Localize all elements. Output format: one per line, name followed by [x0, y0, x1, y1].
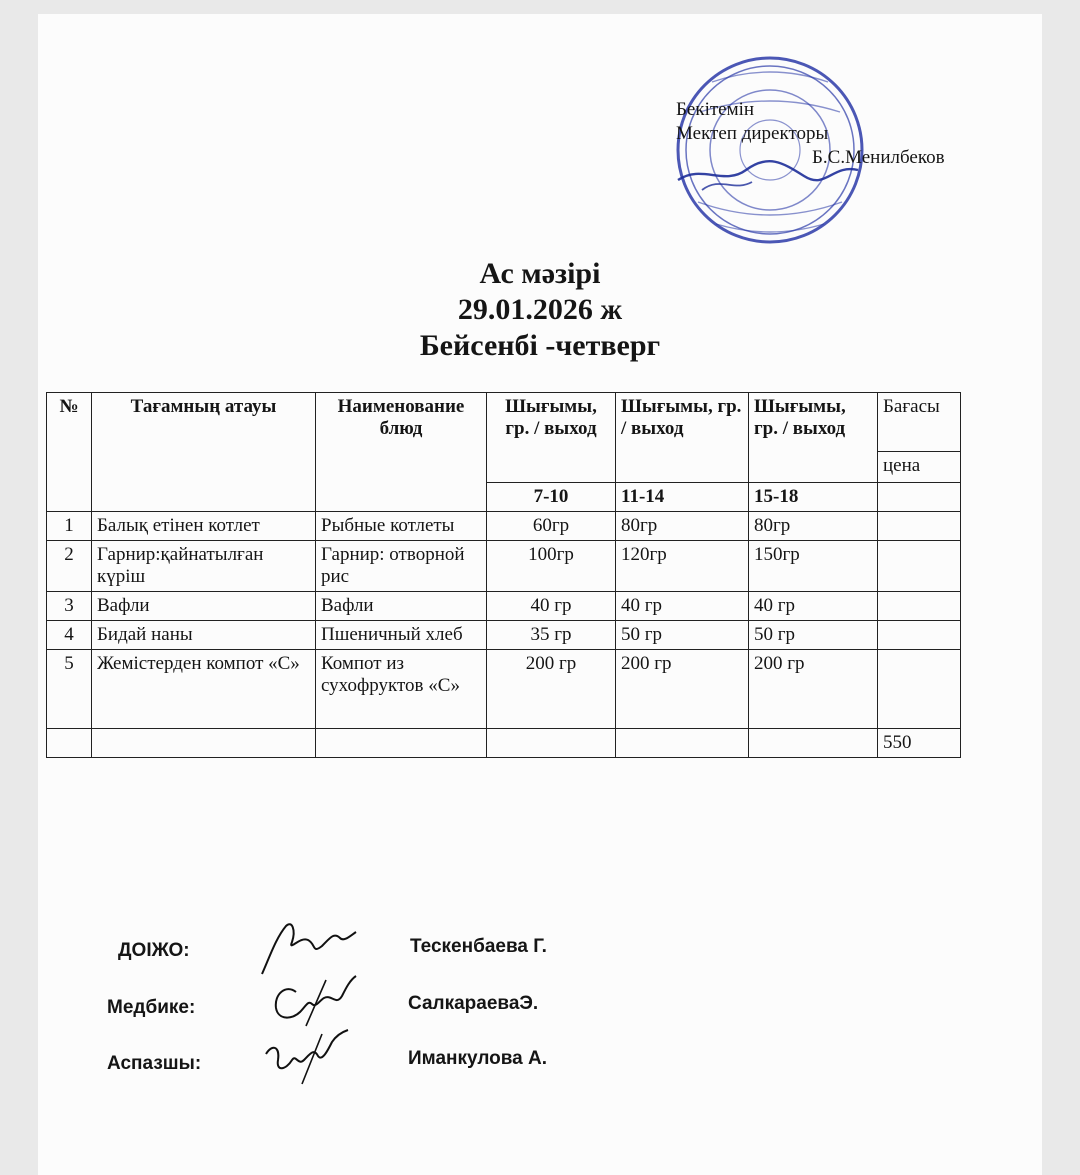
total-price: 550	[878, 729, 961, 758]
signature-role: ДОІЖО:	[118, 940, 190, 961]
header-dish-kz: Тағамның атауы	[92, 393, 316, 512]
row-num: 3	[47, 592, 92, 621]
row-price	[878, 541, 961, 592]
header-price-empty	[878, 483, 961, 512]
row-price	[878, 650, 961, 729]
row-dish-ru: Гарнир: отворной рис	[316, 541, 487, 592]
header-age-15-18: 15-18	[749, 483, 878, 512]
total-empty	[92, 729, 316, 758]
table-row	[47, 512, 961, 541]
header-yield-3: Шығымы, гр. / выход	[749, 393, 878, 483]
menu-table	[46, 392, 961, 758]
signature-role: Медбике:	[107, 997, 196, 1018]
table-row	[47, 592, 961, 621]
total-empty	[316, 729, 487, 758]
header-dish-ru: Наименование блюд	[316, 393, 487, 512]
row-num: 2	[47, 541, 92, 592]
header-yield-1: Шығымы, гр. / выход	[487, 393, 616, 483]
row-yield-2: 120гр	[616, 541, 749, 592]
row-dish-ru: Компот из сухофруктов «С»	[316, 650, 487, 729]
row-num: 5	[47, 650, 92, 729]
table-row	[47, 650, 961, 729]
signature-name: СалкараеваЭ.	[408, 993, 539, 1014]
handwritten-signature-3	[258, 1026, 352, 1088]
total-empty	[749, 729, 878, 758]
row-yield-1: 60гр	[487, 512, 616, 541]
menu-weekday: Бейсенбі -четверг	[419, 329, 661, 362]
row-dish-kz: Жемістерден компот «С»	[92, 650, 316, 729]
row-yield-2: 200 гр	[616, 650, 749, 729]
row-dish-kz: Гарнир:қайнатылған күріш	[92, 541, 316, 592]
row-yield-3: 150гр	[749, 541, 878, 592]
row-price	[878, 621, 961, 650]
row-yield-2: 80гр	[616, 512, 749, 541]
row-yield-1: 100гр	[487, 541, 616, 592]
row-dish-kz: Бидай наны	[92, 621, 316, 650]
total-empty	[616, 729, 749, 758]
table-total-row	[47, 729, 961, 758]
row-yield-1: 35 гр	[487, 621, 616, 650]
header-price-kz: Бағасы	[878, 393, 961, 452]
row-num: 4	[47, 621, 92, 650]
approval-line-1: Бекітемін	[676, 99, 755, 120]
page-title: Ас мәзірі	[479, 257, 601, 290]
row-price	[878, 592, 961, 621]
total-empty	[487, 729, 616, 758]
menu-date: 29.01.2026 ж	[457, 293, 623, 326]
signature-name: Тескенбаева Г.	[410, 936, 547, 957]
row-yield-3: 50 гр	[749, 621, 878, 650]
table-row	[47, 541, 961, 592]
row-dish-ru: Рыбные котлеты	[316, 512, 487, 541]
approval-line-2: Мектеп директоры	[676, 123, 829, 144]
signature-name: Иманкулова А.	[408, 1048, 548, 1069]
header-price-ru: цена	[878, 452, 961, 483]
total-empty	[47, 729, 92, 758]
row-yield-3: 40 гр	[749, 592, 878, 621]
row-dish-ru: Вафли	[316, 592, 487, 621]
header-age-7-10: 7-10	[487, 483, 616, 512]
row-yield-2: 40 гр	[616, 592, 749, 621]
header-yield-2: Шығымы, гр. / выход	[616, 393, 749, 483]
row-yield-1: 200 гр	[487, 650, 616, 729]
handwritten-signature-2	[266, 970, 360, 1030]
row-yield-3: 200 гр	[749, 650, 878, 729]
row-num: 1	[47, 512, 92, 541]
approval-block	[676, 98, 945, 170]
row-price	[878, 512, 961, 541]
approval-director-name: Б.С.Менилбеков	[812, 147, 945, 168]
row-yield-2: 50 гр	[616, 621, 749, 650]
row-dish-ru: Пшеничный хлеб	[316, 621, 487, 650]
header-age-11-14: 11-14	[616, 483, 749, 512]
row-yield-1: 40 гр	[487, 592, 616, 621]
row-yield-3: 80гр	[749, 512, 878, 541]
row-dish-kz: Балық етінен котлет	[92, 512, 316, 541]
header-num: №	[47, 393, 92, 512]
signature-role: Аспазшы:	[107, 1053, 202, 1074]
menu-title-block	[0, 256, 1080, 364]
table-header-row	[47, 393, 961, 452]
table-row	[47, 621, 961, 650]
row-dish-kz: Вафли	[92, 592, 316, 621]
